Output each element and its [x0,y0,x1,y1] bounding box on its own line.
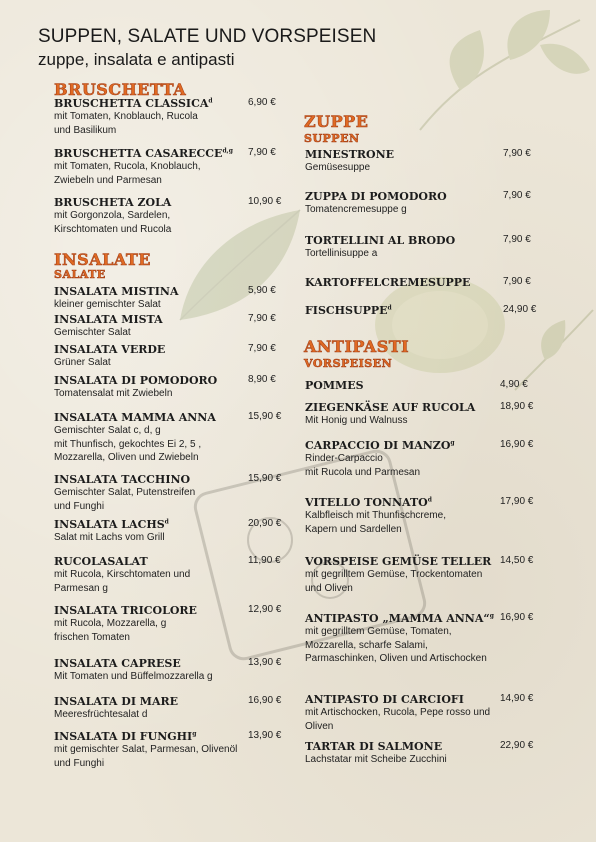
menu-item [54,604,244,644]
menu-item-price: 16,90 € [248,695,282,706]
allergen-code: g [450,439,455,447]
menu-item-description: mit gegrilltem Gemüse, Trockentomaten [305,569,483,580]
menu-item-price: 4,90 € [500,379,528,390]
menu-item-price: 8,90 € [248,374,276,385]
allergen-code: d [387,304,392,312]
allergen-code: g [192,730,197,738]
menu-item [305,234,495,261]
menu-item-description: Tomatensalat mit Zwiebeln [54,388,173,399]
menu-item [54,518,244,545]
menu-item-name: INSALATA TACCHINO [54,473,191,486]
menu-item-name: VITELLO TONNATO$^d$ [305,496,432,509]
menu-item [54,657,244,684]
menu-item-description: Gemischter Salat c, d, g [54,425,161,436]
menu-item-price: 14,50 € [500,555,534,566]
menu-item-description: und Basilikum [54,124,117,136]
section-subtitle-salate: SALATE [54,268,106,281]
section-subtitle-vorspeisen: VORSPEISEN [304,357,393,370]
menu-item-price: 10,90 € [248,196,282,207]
section-title-bruschetta: BRUSCHETTA [54,80,187,99]
menu-item-name: ANTIPASTO DI CARCIOFI [305,693,464,706]
menu-item-description: Gemischter Salat, Putenstreifen [54,487,196,498]
menu-item-price: 20,90 € [248,518,282,529]
menu-item-name: MINESTRONE [305,148,395,161]
menu-item-description: mit Tomaten, Rucola, Knoblauch, [54,161,201,172]
menu-item-name: KARTOFFELCREMESUPPE [305,276,471,289]
menu-item-description: Salat mit Lachs vom Grill [54,532,165,543]
menu-item-name: BRUSCHETTA CASARECCE$^{d,g}$ [54,147,233,160]
menu-item-name: BRUSCHETTA CLASSICA$^d$ [54,97,213,110]
menu-item-description: Gemüsesuppe [305,162,371,173]
menu-item-name: INSALATA VERDE [54,343,166,356]
menu-item-description: Zwiebeln und Parmesan [54,174,162,186]
menu-item-price: 7,90 € [503,148,531,159]
menu-item [305,190,495,217]
menu-item-name: TORTELLINI AL BRODO [305,234,456,247]
menu-item-name: CARPACCIO DI MANZO$^g$ [305,439,455,452]
page-subtitle: zuppe, insalata e antipasti [38,50,235,69]
menu-item-description: Kapern und Sardellen [305,523,402,535]
menu-item [54,473,244,513]
menu-item-price: 13,90 € [248,730,282,741]
menu-item-price: 16,90 € [500,612,534,623]
menu-item [54,343,244,370]
menu-item-description: frischen Tomaten [54,631,130,643]
menu-item-price: 7,90 € [503,190,531,201]
section-subtitle-suppen: SUPPEN [304,132,360,145]
menu-item-price: 7,90 € [248,313,276,324]
menu-item-name: FISCHSUPPE$^d$ [305,304,392,317]
menu-item-description: mit Rucola, Kirschtomaten und [54,569,191,580]
menu-item [54,313,244,340]
menu-item-name: INSALATA DI POMODORO [54,374,218,387]
section-title-insalate: INSALATE [54,250,151,269]
allergen-code: d [427,496,432,504]
menu-item-price: 15,90 € [248,473,282,484]
menu-item-name: ZIEGENKÄSE AUF RUCOLA [305,401,476,414]
allergen-code: d [208,97,213,105]
menu-item-name: INSALATA MISTA [54,313,163,326]
menu-item-price: 24,90 € [503,304,537,315]
section-title-zuppe: ZUPPE [304,112,369,131]
menu-item [54,555,244,595]
menu-item [54,730,244,770]
menu-item-price: 17,90 € [500,496,534,507]
menu-item-name: INSALATA MISTINA [54,285,179,298]
menu-item [54,196,244,236]
menu-item-price: 16,90 € [500,439,534,450]
menu-item [54,147,244,187]
menu-item [54,695,244,722]
menu-item-description: und Funghi [54,500,105,512]
menu-item-description: Lachstatar mit Scheibe Zucchini [305,754,447,765]
menu-item-price: 5,90 € [248,285,276,296]
menu-item-name: INSALATA TRICOLORE [54,604,197,617]
menu-item [305,304,495,317]
menu-item-description: Tortellinisuppe a [305,248,378,259]
menu-item-price: 22,90 € [500,740,534,751]
menu-item-description: mit gegrilltem Gemüse, Tomaten, [305,626,452,637]
menu-item [54,285,244,312]
menu-item-name: INSALATA LACHS$^d$ [54,518,169,531]
menu-item-description: mit Rucola, Mozzarella, g [54,618,167,629]
menu-item-price: 15,90 € [248,411,282,422]
allergen-code: d,g [222,147,233,155]
menu-item-description: Tomatencremesuppe g [305,204,407,215]
allergen-code: g [489,612,494,620]
menu-item-description: Kirschtomaten und Rucola [54,223,172,235]
menu-item-description: mit gemischter Salat, Parmesan, Olivenöl [54,744,238,755]
menu-item-price: 7,90 € [503,234,531,245]
menu-item-name: ANTIPASTO „MAMMA ANNA“$^g$ [305,612,494,625]
menu-item-description: mit Artischocken, Rucola, Pepe rosso und [305,707,491,718]
menu-item [305,276,495,289]
menu-item [54,97,244,137]
menu-item-description: mit Gorgonzola, Sardelen, [54,210,171,221]
allergen-code: d [164,518,169,526]
menu-item-price: 12,90 € [248,604,282,615]
section-title-antipasti: ANTIPASTI [304,337,410,356]
menu-item-price: 14,90 € [500,693,534,704]
menu-item-description: Mit Tomaten und Büffelmozzarella g [54,671,213,682]
menu-item-price: 13,90 € [248,657,282,668]
menu-item-price: 7,90 € [248,343,276,354]
menu-item-name: INSALATA MAMMA ANNA [54,411,216,424]
menu-item-price: 18,90 € [500,401,534,412]
menu-item-description: Mozzarella, Oliven und Zwiebeln [54,452,199,463]
menu-item-name: VORSPEISE GEMÜSE TELLER [305,555,492,568]
menu-item-description: Parmaschinken, Oliven und Artischocken [305,653,487,664]
menu-item-name: INSALATA DI FUNGHI$^g$ [54,730,197,743]
menu-item-description: Gemischter Salat [54,327,131,338]
menu-item-name: POMMES [305,379,364,392]
menu-item-description: Mozzarella, scharfe Salami, [305,639,428,651]
menu-item [54,411,244,465]
menu-item-description: Grüner Salat [54,357,111,368]
page-title: SUPPEN, SALATE UND VORSPEISEN [38,26,377,47]
menu-item-price: 7,90 € [503,276,531,287]
menu-item-name: TARTAR DI SALMONE [305,740,443,753]
menu-item-description: kleiner gemischter Salat [54,299,161,310]
menu-item [305,148,495,175]
menu-item-name: ZUPPA DI POMODORO [305,190,447,203]
menu-item-description: Oliven [305,720,334,732]
menu-item-description: Parmesan g [54,582,108,594]
menu-item-name: BRUSCHETA ZOLA [54,196,172,209]
menu-item-description: Meeresfrüchtesalat d [54,709,148,720]
menu-item-description: Mit Honig und Walnuss [305,415,408,426]
menu-item-description: Rinder-Carpaccio [305,453,383,464]
menu-item-description: und Oliven [305,582,353,594]
menu-item-description: mit Thunfisch, gekochtes Ei 2, 5 , [54,438,202,450]
menu-item-description: und Funghi [54,757,105,769]
menu-item-description: mit Rucola und Parmesan [305,466,421,478]
menu-item [54,374,244,401]
menu-item-price: 7,90 € [248,147,276,158]
menu-item-description: mit Tomaten, Knoblauch, Rucola [54,111,198,122]
menu-item-price: 6,90 € [248,97,276,108]
menu-item-name: RUCOLASALAT [54,555,148,568]
menu-item-price: 11,90 € [248,555,281,566]
menu-item-name: INSALATA CAPRESE [54,657,181,670]
menu-item-name: INSALATA DI MARE [54,695,179,708]
menu-item-description: Kalbfleisch mit Thunfischcreme, [305,510,446,521]
